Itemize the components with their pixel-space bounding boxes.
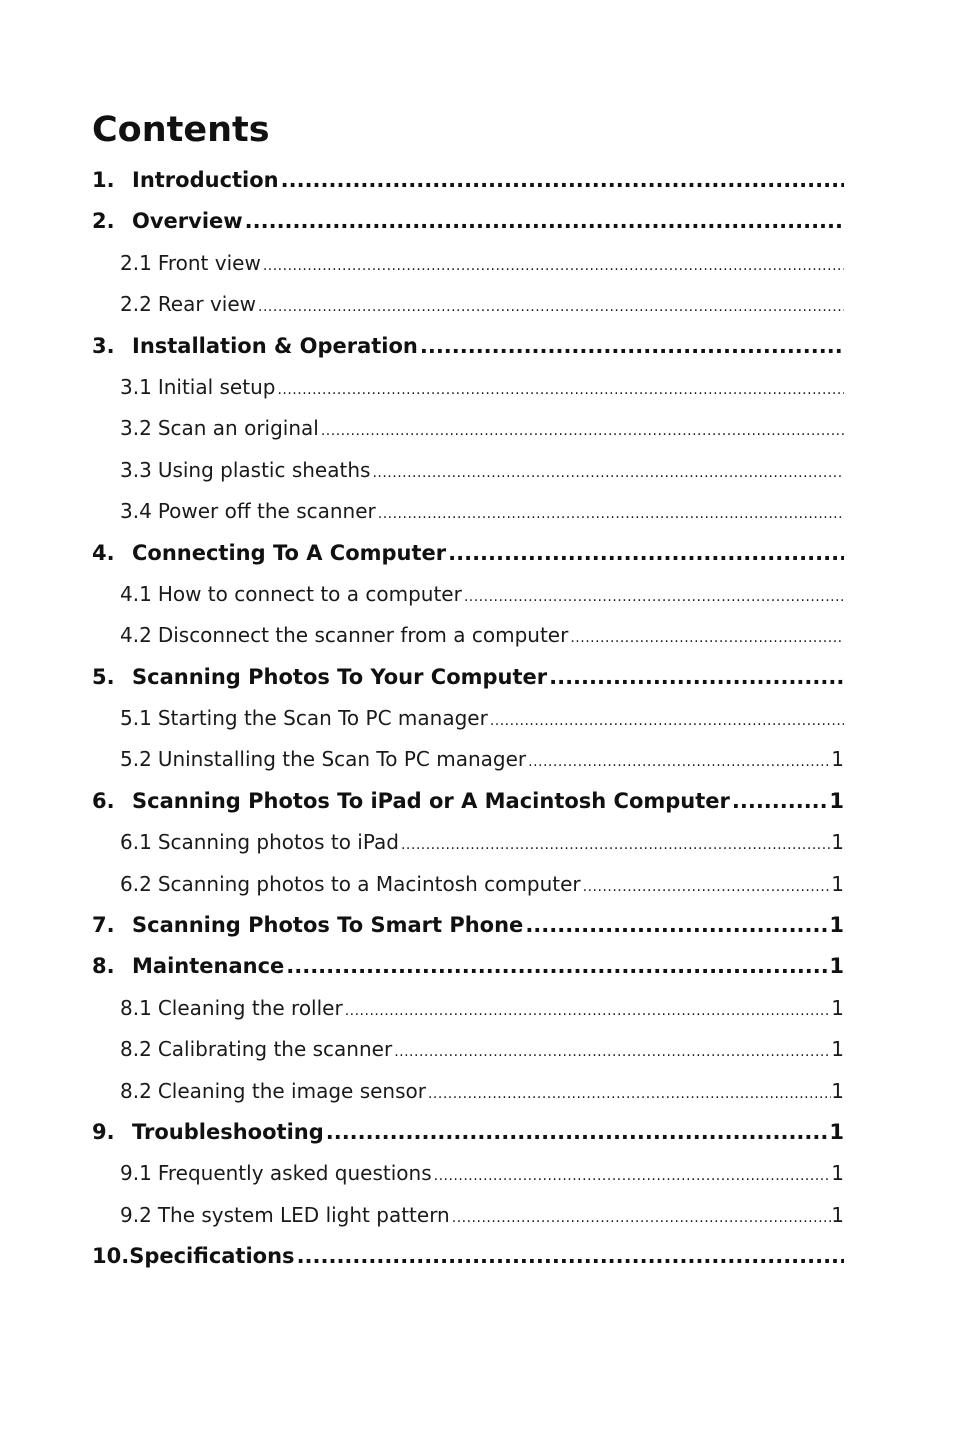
toc-entry-title: Installation & Operation [132,333,418,358]
toc-dot-leader [281,160,844,201]
toc-entry-number: 9.1 [120,1161,152,1186]
toc-dot-leader [321,411,844,449]
toc-entry-number: 8. [92,954,115,979]
toc-entry-number: 3.1 [120,374,152,399]
toc-section-entry[interactable] [92,201,844,242]
toc-dot-leader [732,781,829,822]
toc-dot-leader [452,1198,832,1236]
toc-entry-number: 3.3 [120,457,152,482]
toc-entry-title: Uninstalling the Scan To PC manager [157,747,527,772]
page-title: Contents [92,110,270,150]
toc-entry-title: Scanning Photos To iPad or A Macintosh Computer [132,788,730,813]
toc-page-number: 1 [829,1119,844,1144]
toc-subsection-entry[interactable] [92,1071,844,1112]
toc-section-entry[interactable] [92,326,844,367]
toc-subsection-entry[interactable] [92,822,844,863]
toc-subsection-entry[interactable] [92,284,844,325]
toc-dot-leader [345,991,832,1029]
toc-entry-title: Introduction [132,168,279,192]
toc-entry-number: 5. [92,664,115,689]
toc-dot-leader [286,946,829,987]
toc-entry-title: Scanning photos to iPad [157,830,399,855]
toc-dot-leader [528,742,831,780]
toc-section-entry[interactable] [92,1112,844,1153]
toc-entry-number: 10. [92,1244,130,1269]
toc-dot-leader [448,533,844,574]
toc-subsection-entry[interactable] [92,491,844,532]
toc-page-number: 1 [829,913,844,938]
toc-entry-title: Using plastic sheaths [157,457,371,482]
toc-entry-title: Connecting To A Computer [132,540,447,565]
toc-section-entry[interactable] [92,533,844,574]
toc-page-number: 1 [829,954,844,979]
toc-entry-title: Scan an original [157,416,319,441]
toc-entry-title: Starting the Scan To PC manager [157,706,488,731]
toc-entry-number: 1. [92,168,115,192]
toc-dot-leader [583,867,832,905]
toc-entry-number: 6. [92,788,115,813]
toc-subsection-entry[interactable] [92,450,844,491]
toc-dot-leader [434,1156,832,1194]
toc-subsection-entry[interactable] [92,408,844,449]
toc-dot-leader [428,1074,831,1112]
toc-entry-number: 2.1 [120,250,152,275]
toc-dot-leader [378,494,844,532]
toc-dot-leader [297,1236,844,1277]
toc-entry-title: Troubleshooting [132,1119,324,1144]
toc-entry-number: 2.2 [120,292,152,317]
toc-subsection-entry[interactable] [92,698,844,739]
toc-section-entry[interactable] [92,657,844,698]
toc-entry-title: Calibrating the scanner [157,1037,393,1062]
toc-page-number: 1 [829,788,844,813]
toc-subsection-entry[interactable] [92,1153,844,1194]
toc-entry-number: 6.2 [120,871,152,896]
toc-entry-title: Cleaning the roller [157,995,343,1020]
toc-page [92,104,844,1278]
toc-entry-number: 9. [92,1119,115,1144]
toc-entry-number: 8.1 [120,995,152,1020]
toc-dot-leader [326,1112,830,1153]
toc-subsection-entry[interactable] [92,367,844,408]
toc-dot-leader [245,201,844,242]
toc-entry-title: Rear view [157,292,257,317]
toc-dot-leader [464,577,844,615]
toc-dot-leader [401,825,831,863]
toc-page-number: 1 [831,1202,844,1227]
toc-section-entry[interactable] [92,1236,844,1277]
toc-dot-leader [549,657,844,698]
toc-subsection-entry[interactable] [92,574,844,615]
toc-entry-title: Maintenance [132,954,285,979]
toc-entry-title: Overview [132,209,243,234]
toc-entry-number: 4.2 [120,623,152,648]
toc-entry-title: Frequently asked questions [157,1161,432,1186]
toc-page-number: 1 [831,1078,844,1103]
toc-entry-title: Specifications [129,1244,295,1269]
toc-page-number: 1 [831,1037,844,1062]
toc-dot-leader [277,370,844,408]
toc-section-entry[interactable] [92,946,844,987]
toc-page-number: 1 [831,995,844,1020]
toc-list [92,160,844,1278]
toc-entry-number: 3.2 [120,416,152,441]
toc-entry-title: The system LED light pattern [157,1202,450,1227]
toc-entry-number: 7. [92,913,115,938]
toc-entry-number: 5.1 [120,706,152,731]
toc-page-number: 1 [831,871,844,896]
toc-entry-title: Scanning Photos To Smart Phone [132,913,524,938]
toc-entry-number: 3.4 [120,499,152,524]
toc-dot-leader [570,618,844,656]
toc-entry-number: 2. [92,209,115,234]
toc-entry-number: 4.1 [120,581,152,606]
toc-entry-number: 8.2 [120,1037,152,1062]
toc-entry-title: Front view [157,250,261,275]
toc-page-number: 1 [831,1161,844,1186]
toc-entry-number: 3. [92,333,115,358]
toc-entry-number: 5.2 [120,747,152,772]
toc-section-entry[interactable] [92,905,844,946]
toc-dot-leader [420,326,844,367]
toc-dot-leader [525,905,829,946]
toc-entry-number: 6.1 [120,830,152,855]
toc-subsection-entry[interactable] [92,739,844,780]
toc-subsection-entry[interactable] [92,864,844,905]
toc-dot-leader [394,1032,831,1070]
toc-entry-title: How to connect to a computer [157,581,462,606]
toc-subsection-entry[interactable] [92,988,844,1029]
toc-subsection-entry[interactable] [92,1029,844,1070]
toc-subsection-entry[interactable] [92,243,844,284]
toc-entry-title: Cleaning the image sensor [157,1078,426,1103]
toc-dot-leader [490,701,844,739]
toc-subsection-entry[interactable] [92,615,844,656]
toc-entry-number: 9.2 [120,1202,152,1227]
toc-entry-number: 8.2 [120,1078,152,1103]
toc-page-number: 1 [831,747,844,772]
toc-entry-title: Disconnect the scanner from a computer [157,623,569,648]
toc-dot-leader [263,246,844,284]
toc-entry-title: Scanning photos to a Macintosh computer [157,871,581,896]
toc-dot-leader [372,453,844,491]
toc-entry-title: Initial setup [157,374,276,399]
toc-page-number: 1 [831,830,844,855]
toc-section-entry[interactable] [92,781,844,822]
toc-section-entry[interactable] [92,160,844,201]
toc-entry-number: 4. [92,540,115,565]
toc-entry-title: Scanning Photos To Your Computer [132,664,548,689]
toc-dot-leader [258,287,844,325]
toc-entry-title: Power off the scanner [157,499,376,524]
toc-subsection-entry[interactable] [92,1195,844,1236]
